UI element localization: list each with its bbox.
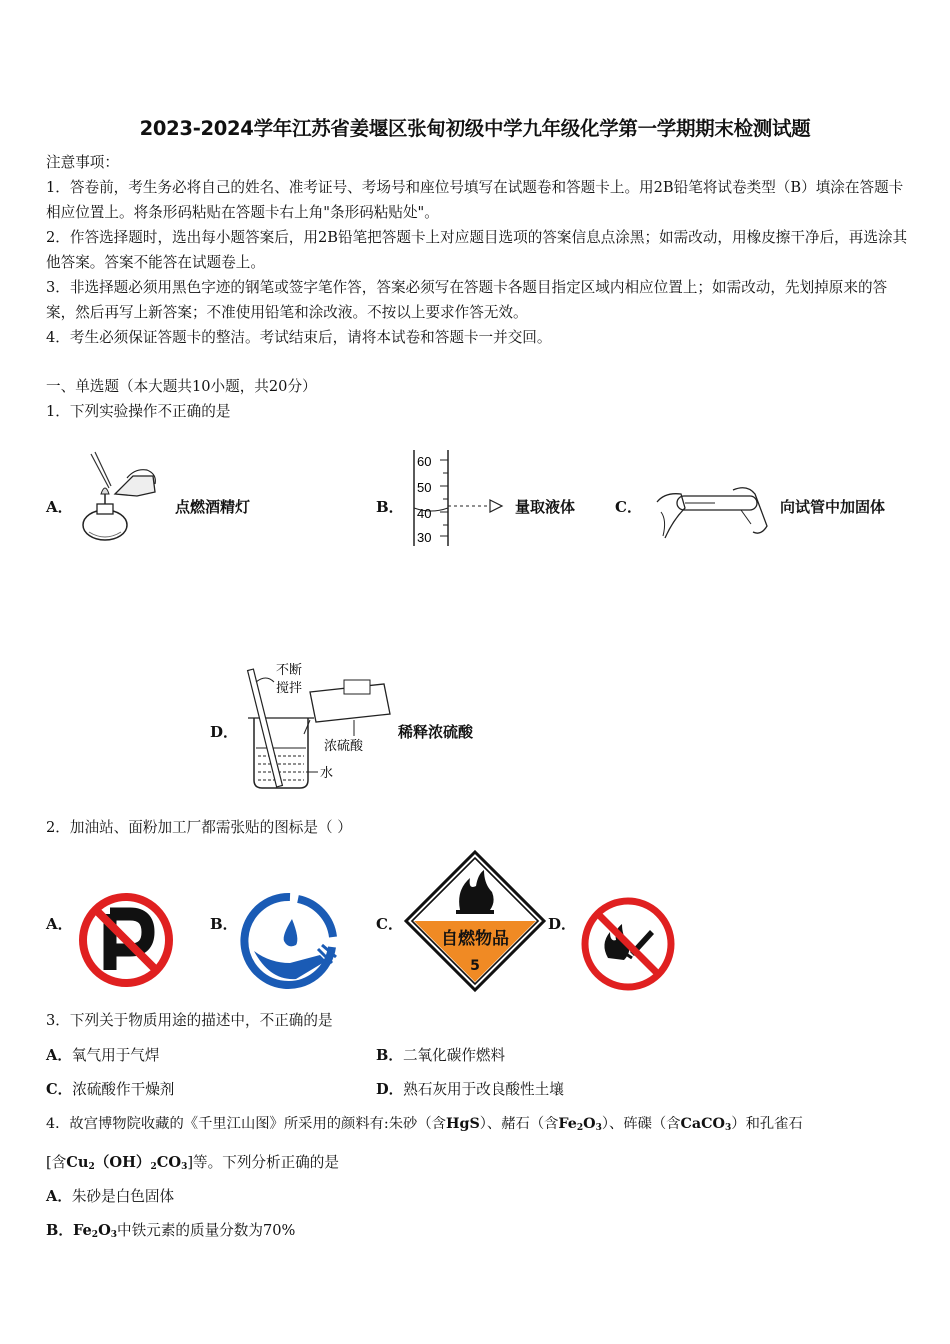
no-fire-sign-icon	[580, 896, 676, 992]
test-tube-adding-solid-icon	[655, 482, 770, 544]
q4-option-b: B．$Fe_2O_3$中铁元素的质量分数为70%	[46, 1222, 296, 1240]
tick-label-50: 50	[417, 480, 432, 495]
q1-option-a-text: 点燃酒精灯	[175, 498, 251, 516]
notice-item-2: 2．作答选择题时，选出每小题答案后，用2B铅笔把答题卡上对应题目选项的答案信息点涂黑；如需改动，用橡皮擦干净后，再选涂其他答案。答案不能答在试题卷上。	[46, 229, 908, 271]
water-saving-sign-icon	[240, 891, 340, 991]
note-acid: 浓硫酸	[324, 739, 364, 754]
note-stir-2: 搅拌	[276, 681, 303, 696]
q2-option-d-label: D．	[548, 915, 577, 933]
notice-item-4: 4．考生必须保证答题卡的整洁。考试结束后，请将本试卷和答题卡一并交回。	[46, 329, 552, 346]
q3-option-b	[376, 1043, 776, 1068]
graduated-cylinder-icon	[408, 448, 518, 548]
q3-option-c	[46, 1077, 366, 1102]
q2-option-b-label: B．	[210, 915, 238, 933]
q4-stem-line-1: 4．故宫博物院收藏的《千里江山图》所采用的颜料有:朱砂（含HgS）、赭石（含$Fe_2O_3$）、砗磲（含CaCO$_3$）和孔雀石	[46, 1116, 803, 1133]
sign-text: 自燃物品	[441, 929, 509, 949]
q1-option-b-label: B．	[376, 498, 404, 516]
sign-number: 5	[470, 958, 480, 974]
notice-heading: 注意事项：	[46, 154, 119, 171]
q3-option-d-text: 熟石灰用于改良酸性土壤	[403, 1081, 564, 1098]
q4-option-a-label: A．	[46, 1188, 72, 1205]
q4-option-b-label: B．	[46, 1222, 73, 1239]
notice-item-3: 3．非选择题必须用黑色字迹的钢笔或签字笔作答，答案必须写在答题卡各题目指定区域内相应位置上；如需改动，先划掉原来的答案，然后再写上新答案；不准使用铅笔和涂改液。不按以上要求作答无效。	[46, 279, 888, 321]
q4-option-a-text: 朱砂是白色固体	[71, 1188, 175, 1205]
q2-option-c-label: C．	[376, 915, 403, 933]
q3-option-c-label: C．	[46, 1081, 73, 1098]
q4-option-a	[46, 1184, 908, 1209]
q3-option-b-text: 二氧化碳作燃料	[402, 1047, 506, 1064]
no-parking-sign-icon	[78, 892, 174, 988]
alcohol-lamp-lighting-icon	[75, 450, 165, 550]
q4-option-b-text: 中铁元素的质量分数为70%	[117, 1222, 296, 1239]
q1-option-c-label: C．	[615, 498, 642, 516]
tick-label-60: 60	[417, 454, 432, 469]
q3-option-d	[376, 1077, 776, 1102]
q1-stem: 1．下列实验操作不正确的是	[46, 403, 231, 420]
q3-option-a-label: A．	[46, 1047, 72, 1064]
q2-stem: 2．加油站、面粉加工厂都需张贴的图标是（ ）	[46, 819, 352, 836]
q1-option-d-text: 稀释浓硫酸	[398, 723, 474, 741]
q1-option-c-text: 向试管中加固体	[780, 498, 886, 516]
tick-label-30: 30	[417, 530, 432, 545]
page-title: 2023-2024学年江苏省姜堰区张甸初级中学九年级化学第一学期期末检测试题	[139, 117, 811, 140]
spontaneous-combustion-sign-icon	[404, 850, 546, 992]
q3-option-d-label: D．	[376, 1081, 404, 1098]
dilute-sulfuric-acid-icon	[244, 660, 394, 792]
q3-option-a	[46, 1043, 366, 1068]
q2-option-a-label: A．	[46, 915, 73, 933]
note-stir-1: 不断	[276, 663, 303, 678]
q1-option-a-label: A．	[46, 498, 73, 516]
q4-stem-line-2: [含$Cu_2(OH)_2CO_3$]等。下列分析正确的是	[46, 1154, 339, 1172]
q1-option-d-label: D．	[210, 723, 239, 741]
note-water: 水	[320, 766, 334, 781]
notice-item-1: 1．答卷前，考生务必将自己的姓名、准考证号、考场号和座位号填写在试题卷和答题卡上。用2B铅笔将试卷类型（B）填涂在答题卡相应位置上。将条形码粘贴在答题卡右上角"条形码粘贴处"。	[46, 179, 904, 221]
q1-option-b-text: 量取液体	[515, 498, 576, 516]
q3-option-b-label: B．	[376, 1047, 403, 1064]
q3-option-c-text: 浓硫酸作干燥剂	[72, 1081, 175, 1098]
tick-label-40: 40	[417, 506, 432, 521]
section-heading: 一、单选题（本大题共10小题，共20分）	[46, 378, 317, 395]
q3-stem: 3．下列关于物质用途的描述中，不正确的是	[46, 1012, 333, 1029]
q3-option-a-text: 氧气用于气焊	[71, 1047, 160, 1064]
